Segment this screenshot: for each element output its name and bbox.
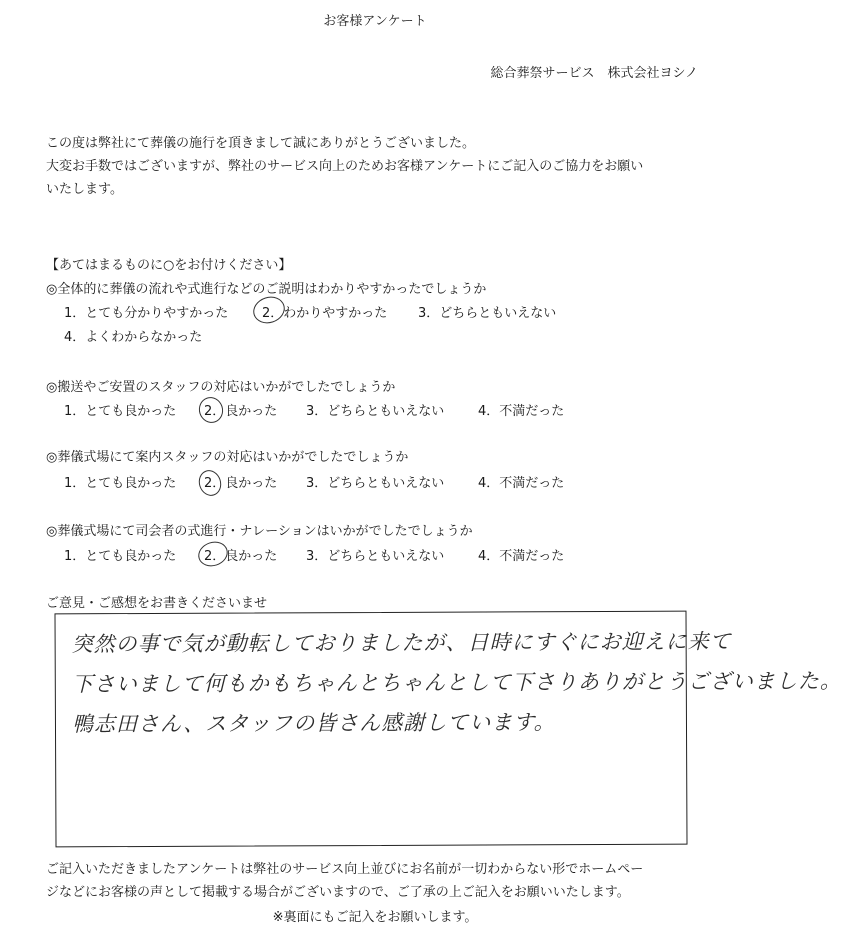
- handwritten-comment-line: 突然の事で気が動転しておりましたが、日時にすぐにお迎えに来て: [71, 629, 732, 657]
- question-2-option-2[interactable]: 2．良かった: [204, 404, 278, 419]
- reverse-side-note: ※裏面にもご記入をお願いします。: [272, 910, 478, 925]
- selection-circle-mark: [195, 538, 231, 570]
- handwritten-comment-line: 下さいまして何もかもちゃんとちゃんとして下さりありがとうございました。: [71, 668, 842, 697]
- selection-circle-mark: [250, 293, 288, 328]
- question-4-option-2[interactable]: 2．良かった: [204, 549, 278, 564]
- question-1-text: ◎全体的に葬儀の流れや式進行などのご説明はわかりやすかったでしょうか: [46, 282, 487, 297]
- handwritten-comment-line: 鴨志田さん、スタッフの皆さん感謝しています。: [71, 710, 556, 737]
- question-4-option-3[interactable]: 3．どちらともいえない: [306, 549, 445, 564]
- question-3-option-2[interactable]: 2．良かった: [204, 476, 278, 491]
- question-2-option-3[interactable]: 3．どちらともいえない: [306, 404, 445, 419]
- footer-line: ジなどにお客様の声として掲載する場合がございますので、ご了承の上ご記入をお願いいたします。: [46, 885, 630, 900]
- intro-line: この度は弊社にて葬儀の施行を頂きまして誠にありがとうございました。: [46, 136, 476, 151]
- footer-paragraph: [46, 858, 726, 904]
- question-1-option-1[interactable]: 1．とても分かりやすかった: [64, 306, 229, 321]
- question-2-option-4[interactable]: 4．不満だった: [478, 404, 565, 419]
- selection-circle-mark: [196, 394, 227, 426]
- question-4-option-1[interactable]: 1．とても良かった: [64, 549, 177, 564]
- question-1-option-3[interactable]: 3．どちらともいえない: [418, 306, 557, 321]
- question-4-option-4[interactable]: 4．不満だった: [478, 549, 565, 564]
- intro-line: 大変お手数ではございますが、弊社のサービス向上のためお客様アンケートにご記入のご協力をお願い: [46, 159, 644, 174]
- question-4-text: ◎葬儀式場にて司会者の式進行・ナレーションはいかがでしたでしょうか: [46, 524, 473, 539]
- question-3-text: ◎葬儀式場にて案内スタッフの対応はいかがでしたでしょうか: [46, 450, 409, 465]
- comments-label: ご意見・ご感想をお書きくださいませ: [46, 596, 268, 611]
- question-3-option-1[interactable]: 1．とても良かった: [64, 476, 177, 491]
- question-2-option-1[interactable]: 1．とても良かった: [64, 404, 177, 419]
- intro-paragraph: [46, 132, 706, 201]
- instruction-text: 【あてはまるものに○をお付けください】: [46, 258, 292, 273]
- question-3-option-3[interactable]: 3．どちらともいえない: [306, 476, 445, 491]
- question-1-option-4[interactable]: 4．よくわからなかった: [64, 330, 203, 345]
- intro-line: いたします。: [46, 182, 123, 197]
- footer-line: ご記入いただきましたアンケートは弊社のサービス向上並びにお名前が一切わからない形でホームペー: [46, 862, 644, 877]
- question-3-option-4[interactable]: 4．不満だった: [478, 476, 565, 491]
- comments-box[interactable]: [54, 611, 842, 848]
- question-1-option-2[interactable]: 2．わかりやすかった: [262, 306, 388, 321]
- question-2-text: ◎搬送やご安置のスタッフの対応はいかがでしたでしょうか: [46, 380, 396, 395]
- company-name: 総合葬祭サービス 株式会社ヨシノ: [490, 66, 698, 81]
- survey-title: お客様アンケート: [323, 14, 427, 29]
